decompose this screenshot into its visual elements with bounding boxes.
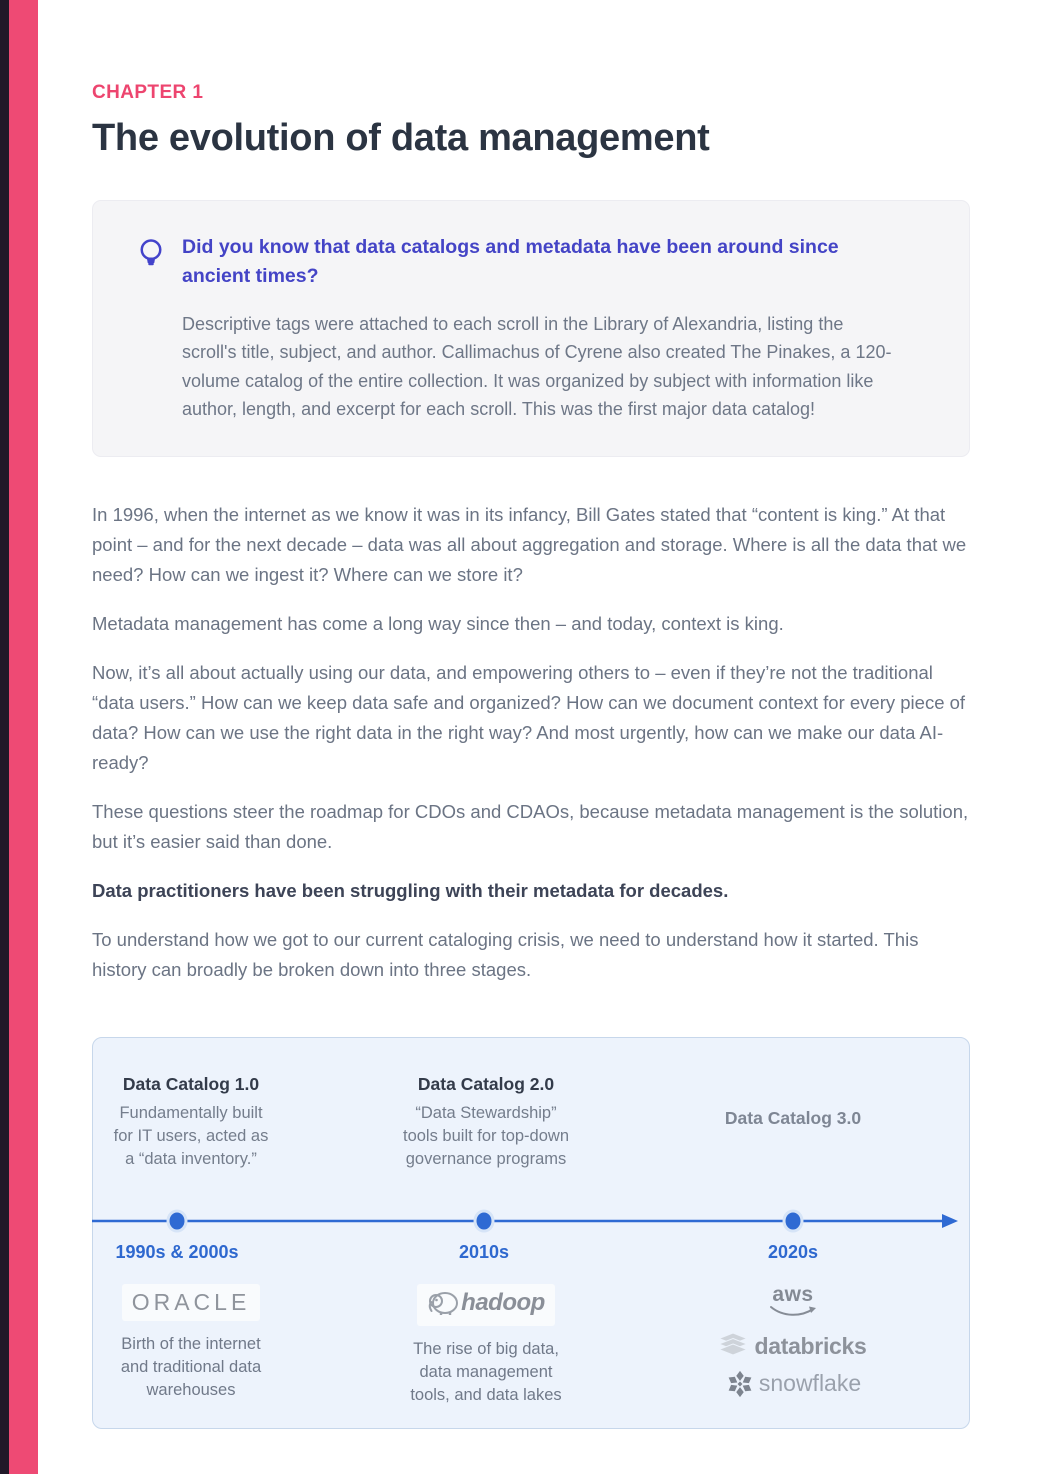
databricks-layers-icon: [719, 1333, 747, 1359]
stage-1-caption: [71, 1333, 311, 1403]
paragraph-emphasis: Data practitioners have been struggling with their metadata for decades.: [92, 879, 729, 901]
hadoop-elephant-icon: [427, 1290, 459, 1316]
stage-3-logos: [673, 1284, 913, 1399]
stage-2-caption: [366, 1338, 606, 1408]
page-content: [92, 0, 970, 1429]
stage-1-logos: [71, 1284, 311, 1403]
hadoop-logo: [417, 1284, 555, 1326]
timeline-stage-3: [693, 1108, 893, 1129]
caption-line: The rise of big data,: [413, 1339, 559, 1358]
caption-line: warehouses: [146, 1381, 236, 1400]
timeline-dot: [168, 1211, 186, 1231]
page-accent-bar: [9, 0, 38, 1474]
stage-description-line: a “data inventory.”: [125, 1150, 257, 1169]
caption-line: data management: [419, 1362, 553, 1381]
stage-title: Data Catalog 2.0: [417, 1073, 555, 1094]
timeline-arrowhead: [942, 1214, 958, 1228]
callout-heading: Did you know that data catalogs and metadata have been around since ancient times?: [182, 236, 839, 288]
paragraph: To understand how we got to our current cataloging crisis, we need to understand how it started. This history can broadly be broken down into three stages.: [92, 928, 919, 980]
era-label-2010s: 2010s: [458, 1241, 510, 1262]
stage-title: Data Catalog 3.0: [724, 1107, 862, 1128]
stage-description-line: Fundamentally built: [119, 1103, 263, 1122]
page-edge-dark-strip: [0, 0, 9, 1474]
caption-line: tools, and data lakes: [410, 1386, 562, 1405]
hadoop-wordmark: hadoop: [461, 1288, 545, 1316]
timeline-dot: [475, 1211, 493, 1231]
era-label-1990s-2000s: 1990s & 2000s: [115, 1241, 239, 1262]
era-label-2020s: 2020s: [767, 1241, 819, 1262]
snowflake-logo: [673, 1369, 913, 1399]
caption-line: Birth of the internet: [121, 1334, 261, 1353]
databricks-logo: [673, 1333, 913, 1360]
lightbulb-icon: [136, 233, 182, 424]
caption-line: and traditional data: [120, 1357, 262, 1376]
page-title: The evolution of data management: [92, 117, 710, 159]
snowflake-icon: [725, 1369, 755, 1399]
stage-2-logos: [366, 1284, 606, 1408]
timeline-dot: [784, 1211, 802, 1231]
databricks-wordmark: databricks: [754, 1332, 867, 1359]
paragraph: Now, it’s all about actually using our data, and empowering others to – even if they’re not the traditional “data users.” How can we keep data safe and organized? How can we document context for every piece of data? How can we use the right data in the right way? And most urgently, how can we make our data AI-ready?: [92, 661, 966, 773]
stage-title: Data Catalog 1.0: [122, 1073, 260, 1094]
timeline-stage-1: [93, 1074, 289, 1172]
stage-description: [93, 1102, 289, 1172]
aws-logo: [769, 1284, 817, 1322]
callout-text: [182, 233, 892, 424]
aws-wordmark: aws: [772, 1282, 814, 1306]
snowflake-wordmark: snowflake: [758, 1370, 862, 1397]
stage-description-line: tools built for top-down: [402, 1126, 569, 1145]
paragraph: Metadata management has come a long way since then – and today, context is king.: [92, 612, 784, 634]
stage-description-line: governance programs: [405, 1150, 567, 1169]
oracle-wordmark: ORACLE: [131, 1288, 251, 1315]
stage-description: [386, 1102, 586, 1172]
chapter-label: CHAPTER 1: [92, 82, 204, 103]
timeline-stage-2: [386, 1074, 586, 1172]
callout-card: [92, 200, 970, 457]
aws-smile-icon: [769, 1305, 817, 1318]
paragraph: These questions steer the roadmap for CDOs and CDAOs, because metadata management is the solution, but it’s easier said than done.: [92, 800, 969, 852]
callout-body: Descriptive tags were attached to each scroll in the Library of Alexandria, listing the scroll's title, subject, and author. Callimachus of Cyrene also created The Pinakes, a 120-volume catalog of the entire collection. It was organized by subject with information like author, length, and excerpt for each scroll. This was the first major data catalog!: [182, 313, 892, 420]
timeline-axis: [92, 1208, 970, 1234]
stage-description-line: for IT users, acted as: [113, 1126, 269, 1145]
paragraph: In 1996, when the internet as we know it was in its infancy, Bill Gates stated that “content is king.” At that point – and for the next decade – data was all about aggregation and storage. Where is all the data that we need? How can we ingest it? Where can we store it?: [92, 503, 967, 585]
oracle-logo: [122, 1284, 261, 1321]
timeline-card: [92, 1037, 970, 1429]
stage-description-line: “Data Stewardship”: [415, 1103, 557, 1122]
